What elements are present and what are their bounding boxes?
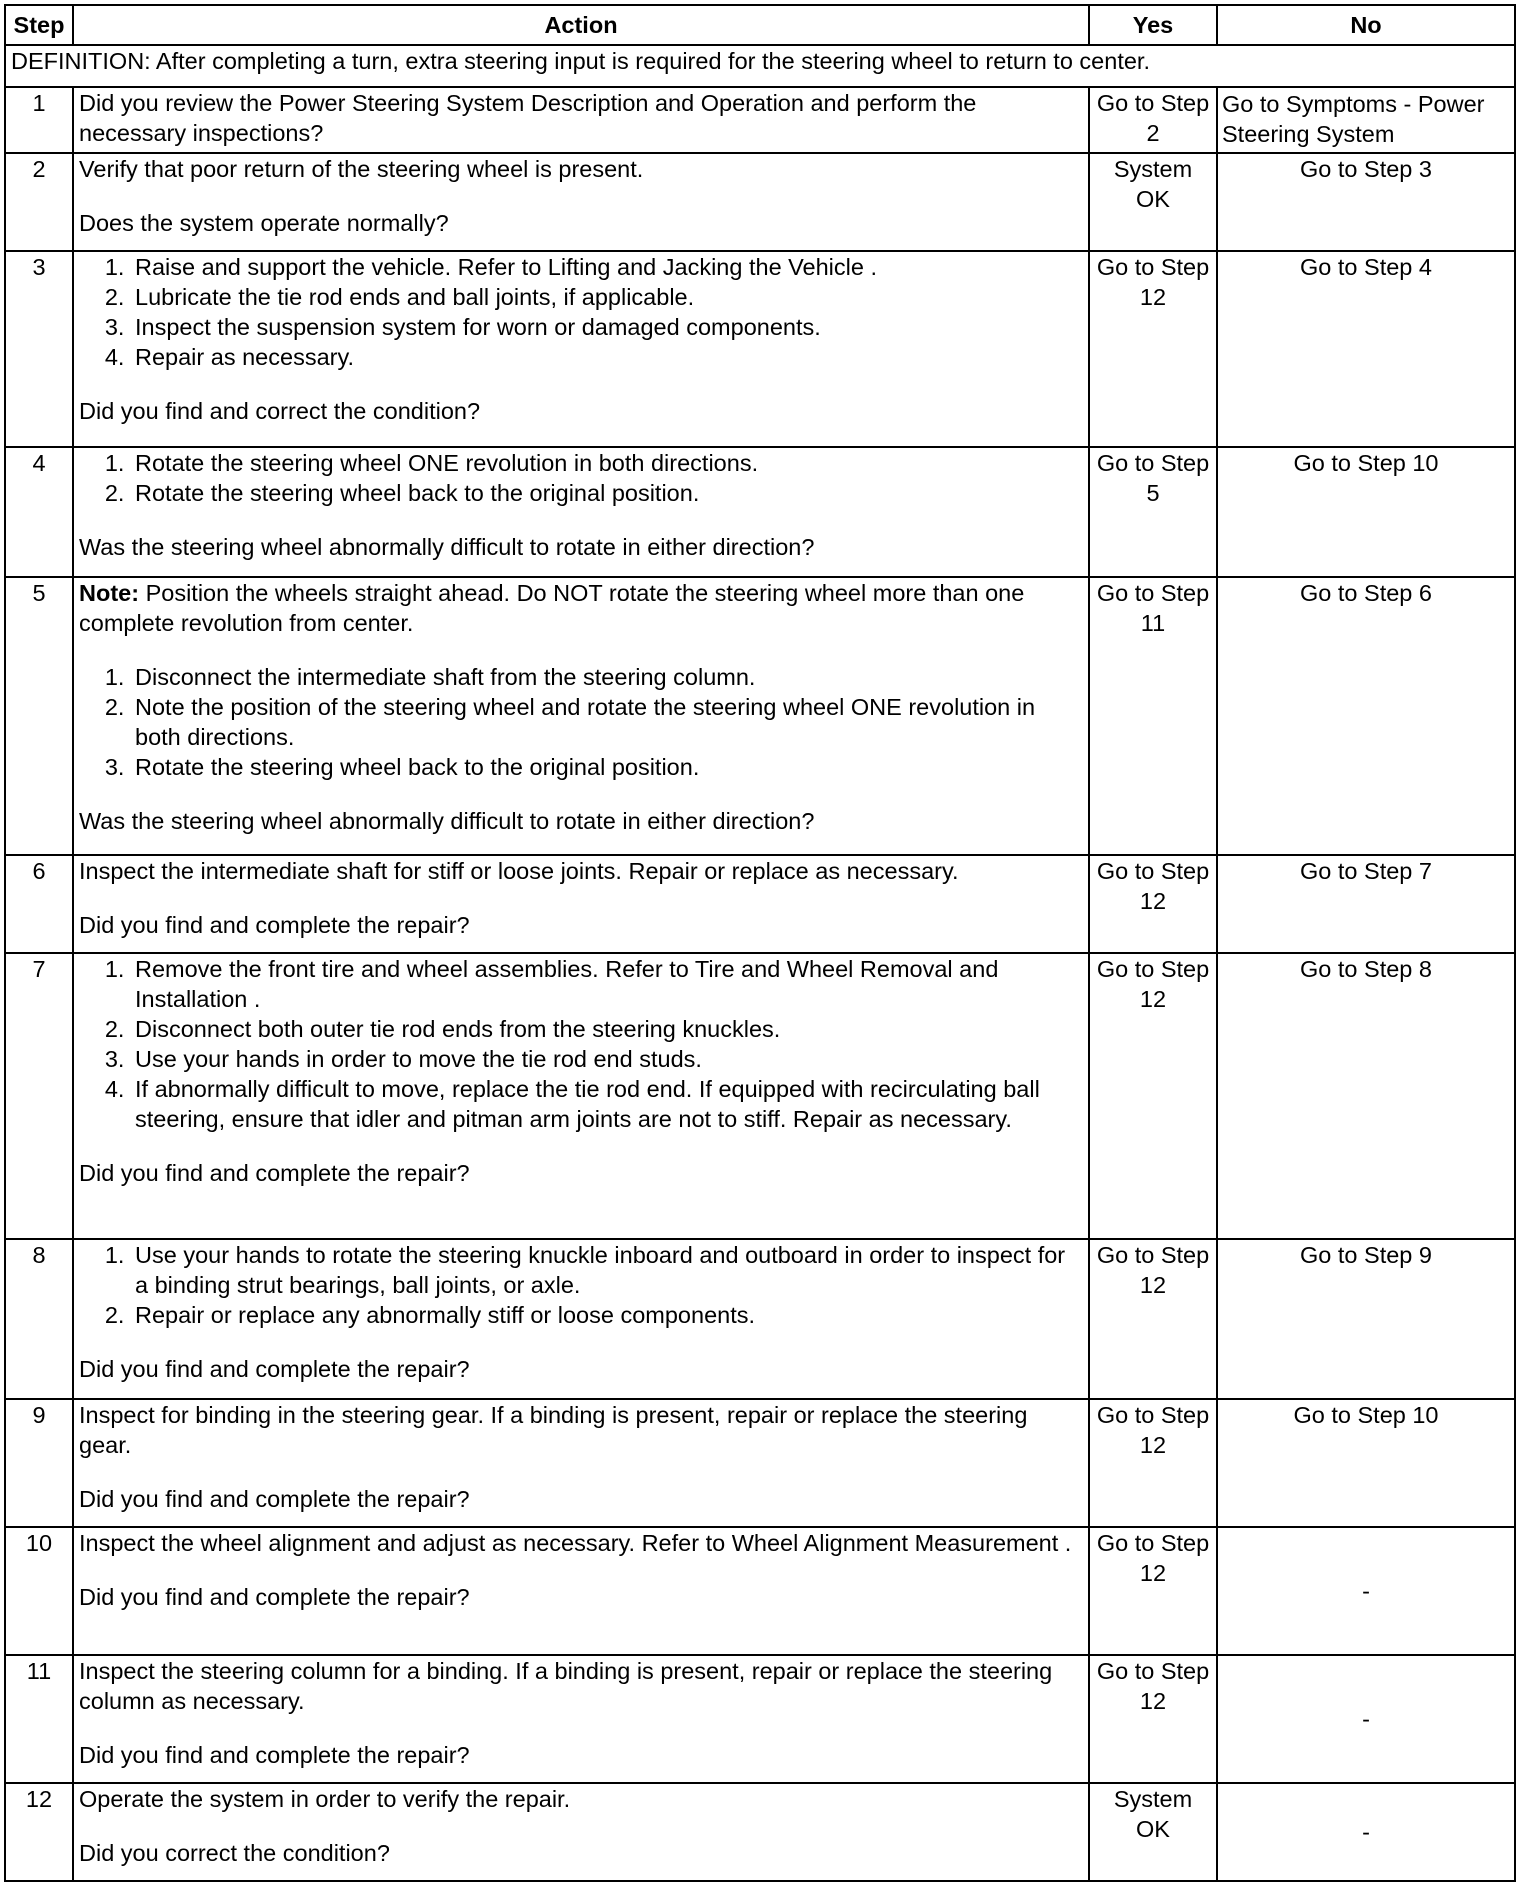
note-body: Position the wheels straight ahead. Do NOT rotate the steering wheel more than one complete revolution from center. bbox=[79, 580, 1025, 636]
step-number: 7 bbox=[5, 953, 73, 1239]
definition-row bbox=[5, 45, 1515, 87]
step-number: 2 bbox=[5, 153, 73, 251]
step-number: 1 bbox=[5, 87, 73, 153]
no-cell: Go to Step 3 bbox=[1217, 153, 1515, 251]
action-cell bbox=[73, 577, 1089, 855]
no-cell: Go to Step 7 bbox=[1217, 855, 1515, 953]
list-item: 4. If abnormally difficult to move, replace the tie rod end. If equipped with recirculating ball steering, ensure that idler and pitman arm joints are not to stiff. Repair as necessary. bbox=[131, 1074, 1083, 1134]
yes-cell: Go to Step 12 bbox=[1089, 1655, 1217, 1783]
no-cell: Go to Step 6 bbox=[1217, 577, 1515, 855]
yes-cell: System OK bbox=[1089, 153, 1217, 251]
list-item: 3. Inspect the suspension system for worn or damaged components. bbox=[131, 312, 1083, 342]
action-steps-list bbox=[79, 954, 1083, 1134]
step-number: 8 bbox=[5, 1239, 73, 1399]
table-row bbox=[5, 953, 1515, 1239]
action-question: Did you correct the condition? bbox=[79, 1840, 390, 1866]
yes-cell: Go to Step 12 bbox=[1089, 953, 1217, 1239]
action-cell bbox=[73, 87, 1089, 153]
action-text: Did you review the Power Steering System Description and Operation and perform the necessary inspections? bbox=[79, 90, 977, 146]
yes-cell: Go to Step 12 bbox=[1089, 1399, 1217, 1527]
action-steps-list bbox=[79, 662, 1083, 782]
action-cell bbox=[73, 1783, 1089, 1881]
action-cell bbox=[73, 251, 1089, 447]
action-cell bbox=[73, 1527, 1089, 1655]
action-cell bbox=[73, 1399, 1089, 1527]
table-row bbox=[5, 1239, 1515, 1399]
header-step: Step bbox=[5, 5, 73, 45]
table-row bbox=[5, 1783, 1515, 1881]
table-row bbox=[5, 153, 1515, 251]
list-item: 1. Rotate the steering wheel ONE revolution in both directions. bbox=[131, 448, 1083, 478]
table-row bbox=[5, 1399, 1515, 1527]
step-number: 9 bbox=[5, 1399, 73, 1527]
action-question: Does the system operate normally? bbox=[79, 210, 449, 236]
list-item: 1. Use your hands to rotate the steering knuckle inboard and outboard in order to inspect for a binding strut bearings, ball joints, or axle. bbox=[131, 1240, 1083, 1300]
action-steps-list bbox=[79, 1240, 1083, 1330]
list-item: 2. Lubricate the tie rod ends and ball joints, if applicable. bbox=[131, 282, 1083, 312]
no-cell: Go to Step 4 bbox=[1217, 251, 1515, 447]
yes-cell: System OK bbox=[1089, 1783, 1217, 1881]
yes-cell: Go to Step 5 bbox=[1089, 447, 1217, 577]
action-question: Did you find and complete the repair? bbox=[79, 1486, 470, 1512]
step-number: 6 bbox=[5, 855, 73, 953]
step-number: 12 bbox=[5, 1783, 73, 1881]
action-text: Inspect for binding in the steering gear. If a binding is present, repair or replace the steering gear. bbox=[79, 1402, 1028, 1458]
step-number: 3 bbox=[5, 251, 73, 447]
action-text: Inspect the intermediate shaft for stiff or loose joints. Repair or replace as necessary. bbox=[79, 858, 959, 884]
table-row bbox=[5, 1655, 1515, 1783]
step-number: 4 bbox=[5, 447, 73, 577]
header-no: No bbox=[1217, 5, 1515, 45]
yes-cell: Go to Step 11 bbox=[1089, 577, 1217, 855]
no-cell: Go to Step 10 bbox=[1217, 1399, 1515, 1527]
list-item: 2. Repair or replace any abnormally stiff or loose components. bbox=[131, 1300, 1083, 1330]
step-number: 10 bbox=[5, 1527, 73, 1655]
list-item: 1. Raise and support the vehicle. Refer to Lifting and Jacking the Vehicle . bbox=[131, 252, 1083, 282]
yes-cell: Go to Step 12 bbox=[1089, 251, 1217, 447]
header-row bbox=[5, 5, 1515, 45]
action-cell bbox=[73, 1655, 1089, 1783]
action-text: Inspect the steering column for a binding. If a binding is present, repair or replace the steering column as necessary. bbox=[79, 1658, 1053, 1714]
definition-text: DEFINITION: After completing a turn, extra steering input is required for the steering wheel to return to center. bbox=[5, 45, 1515, 87]
action-text: Operate the system in order to verify the repair. bbox=[79, 1786, 571, 1812]
step-number: 11 bbox=[5, 1655, 73, 1783]
diagnostic-table bbox=[4, 4, 1516, 1882]
action-question: Did you find and correct the condition? bbox=[79, 398, 481, 424]
list-item: 2. Disconnect both outer tie rod ends from the steering knuckles. bbox=[131, 1014, 1083, 1044]
header-action: Action bbox=[73, 5, 1089, 45]
note-label: Note: bbox=[79, 580, 140, 606]
yes-cell: Go to Step 12 bbox=[1089, 1527, 1217, 1655]
action-cell bbox=[73, 1239, 1089, 1399]
no-cell: - bbox=[1217, 1527, 1515, 1655]
action-cell bbox=[73, 153, 1089, 251]
list-item: 1. Remove the front tire and wheel assemblies. Refer to Tire and Wheel Removal and Installation . bbox=[131, 954, 1083, 1014]
action-cell bbox=[73, 447, 1089, 577]
no-cell: - bbox=[1217, 1783, 1515, 1881]
action-question: Was the steering wheel abnormally difficult to rotate in either direction? bbox=[79, 534, 815, 560]
no-cell: Go to Step 9 bbox=[1217, 1239, 1515, 1399]
action-text: Verify that poor return of the steering wheel is present. bbox=[79, 156, 644, 182]
no-cell: Go to Symptoms - Power Steering System bbox=[1217, 87, 1515, 153]
no-cell: - bbox=[1217, 1655, 1515, 1783]
yes-cell: Go to Step 2 bbox=[1089, 87, 1217, 153]
no-cell: Go to Step 8 bbox=[1217, 953, 1515, 1239]
action-cell bbox=[73, 855, 1089, 953]
action-text: Inspect the wheel alignment and adjust as necessary. Refer to Wheel Alignment Measurement . bbox=[79, 1530, 1072, 1556]
table-row bbox=[5, 251, 1515, 447]
table-row bbox=[5, 577, 1515, 855]
header-yes: Yes bbox=[1089, 5, 1217, 45]
action-cell bbox=[73, 953, 1089, 1239]
action-question: Did you find and complete the repair? bbox=[79, 912, 470, 938]
diagnostic-table-container bbox=[4, 4, 1514, 1882]
list-item: 2. Note the position of the steering wheel and rotate the steering wheel ONE revolution in both directions. bbox=[131, 692, 1083, 752]
action-question: Was the steering wheel abnormally difficult to rotate in either direction? bbox=[79, 808, 815, 834]
yes-cell: Go to Step 12 bbox=[1089, 855, 1217, 953]
step-number: 5 bbox=[5, 577, 73, 855]
list-item: 1. Disconnect the intermediate shaft from the steering column. bbox=[131, 662, 1083, 692]
action-question: Did you find and complete the repair? bbox=[79, 1160, 470, 1186]
action-question: Did you find and complete the repair? bbox=[79, 1584, 470, 1610]
table-row bbox=[5, 855, 1515, 953]
table-row bbox=[5, 1527, 1515, 1655]
action-question: Did you find and complete the repair? bbox=[79, 1356, 470, 1382]
table-row bbox=[5, 87, 1515, 153]
action-steps-list bbox=[79, 252, 1083, 372]
list-item: 3. Use your hands in order to move the tie rod end studs. bbox=[131, 1044, 1083, 1074]
action-question: Did you find and complete the repair? bbox=[79, 1742, 470, 1768]
list-item: 2. Rotate the steering wheel back to the original position. bbox=[131, 478, 1083, 508]
note-text bbox=[79, 578, 1083, 638]
action-steps-list bbox=[79, 448, 1083, 508]
no-cell: Go to Step 10 bbox=[1217, 447, 1515, 577]
list-item: 4. Repair as necessary. bbox=[131, 342, 1083, 372]
list-item: 3. Rotate the steering wheel back to the original position. bbox=[131, 752, 1083, 782]
yes-cell: Go to Step 12 bbox=[1089, 1239, 1217, 1399]
table-row bbox=[5, 447, 1515, 577]
